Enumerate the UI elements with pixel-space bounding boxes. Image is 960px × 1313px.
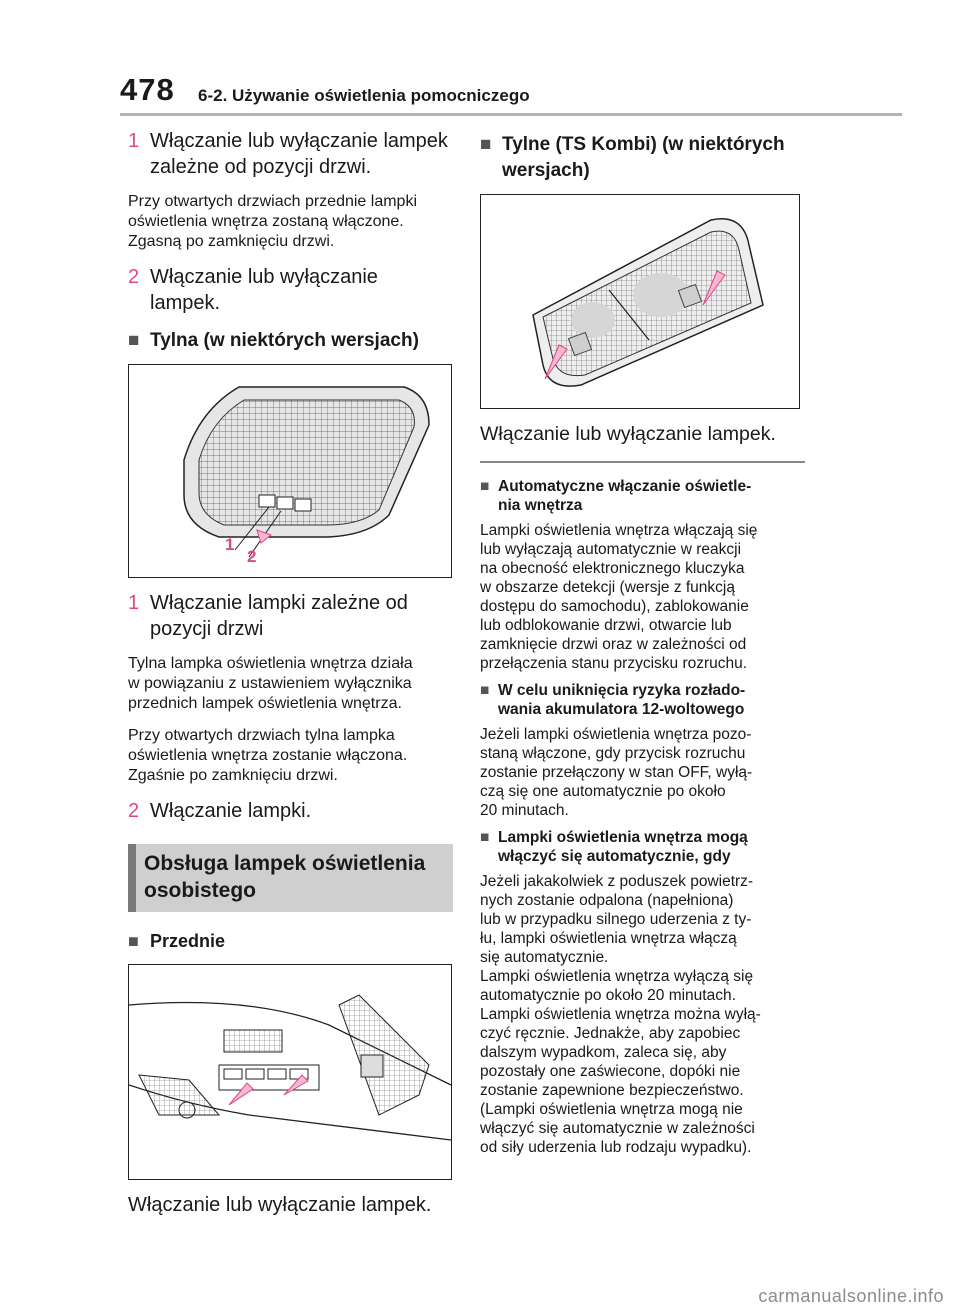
heading-rear-kombi: ■ Tylne (TS Kombi) (w niektórych wersjach) [480,132,805,184]
section-title: 6-2. Używanie oświetlenia pomocniczego [198,86,530,105]
figure-rear-lamp [128,364,452,578]
square-bullet-icon: ■ [480,477,490,495]
separator [480,461,805,463]
step-text: Włączanie lub wyłączanie lampek. [150,266,378,314]
step-number: 1 [128,592,140,614]
right-column [480,128,805,1165]
heading-front: ■ Przednie [128,928,453,954]
square-bullet-icon: ■ [480,134,492,155]
figure-rear-kombi [480,194,800,409]
step-number: 1 [128,130,140,152]
step-2-on-off [128,264,453,316]
square-bullet-icon: ■ [480,681,490,699]
front-lamps-illustration [129,965,451,1179]
left-column [128,128,453,1230]
square-bullet-icon: ■ [480,828,490,846]
header-rule [120,113,902,116]
kombi-caption: Włączanie lub wyłączanie lampek. [480,423,776,445]
figure-label-1: 1 [225,535,235,554]
front-caption: Włączanie lub wyłączanie lampek. [128,1194,432,1216]
heading-crash: ■ Lampki oświetlenia wnętrza mogą włączyć się automatycznie, gdy [480,828,748,865]
section-box-personal-lamps: Obsługa lampek oświetlenia osobistego [128,844,453,912]
paragraph-rear-doors: Przy otwartych drzwiach tylna lampka oświetlenia wnętrza zostanie włączona. Zgaśnie po zamknięciu drzwi. [128,727,408,784]
watermark-link[interactable]: carmanualsonline.info [758,1286,944,1306]
rear-kombi-illustration [481,195,799,408]
square-bullet-icon: ■ [128,931,139,951]
step-1-door-linked [128,128,453,180]
step-text-line: Włączanie lub wyłączanie lampek [150,130,448,152]
page-number: 478 [120,72,175,107]
step-text-line: zależne od pozycji drzwi. [150,156,372,178]
figure-label-2: 2 [247,547,257,566]
page-header [0,0,960,118]
step-number: 2 [128,800,140,822]
rear-lamp-illustration [129,365,451,577]
heading-rear-lamp: ■ Tylna (w niektórych wersjach) [128,328,453,354]
step-number: 2 [128,266,140,288]
paragraph-front-doors: Przy otwartych drzwiach przednie lampki oświetlenia wnętrza zostaną włączone. Zgasną po zamknięciu drzwi. [128,193,417,250]
figure-front-lamps [128,964,452,1180]
paragraph-auto: Lampki oświetlenia wnętrza włączają się lub wyłączają automatycznie w reakcji na obecność elektronicznego kluczyka w obszarze detekcji (wersje z funkcją dostępu do samochodu), zablokowanie lub odblokowanie drzwi, otwarcie lub zamknięcie drzwi oraz w zależności od przełączenia stanu przycisku rozruchu. [480,521,758,672]
heading-auto: ■ Automatyczne włączanie oświetle- nia wnętrza [480,477,752,514]
heading-battery: ■ W celu uniknięcia ryzyka rozłado- wania akumulatora 12-woltowego [480,681,746,718]
paragraph-crash: Jeżeli jakakolwiek z poduszek powietrz- nych zostanie odpalona (napełniona) lub w przypadku silnego uderzenia z ty- łu, lampki oświetlenia wnętrza włączą się automatycznie. Lampki oświetlenia wnętrza wyłączą się automatycznie po około 20 minutach. Lampki oświetlenia wnętrza można wyłą- czyć ręcznie. Jednakże, aby zapobiec dalszym wypadkom, zaleca się, aby pozostały one zaświecone, dopóki nie zostanie zapewnione bezpieczeństwo. (Lampki oświetlenia wnętrza mogą nie włączyć się automatycznie w zależności od siły uderzenia lub rodzaju wypadku). [480,872,761,1156]
paragraph-battery: Jeżeli lampki oświetlenia wnętrza pozo- staną włączone, gdy przycisk rozruchu zostanie przełączony w stan OFF, wyłą- czą się one automatycznie po około 20 minutach. [480,725,753,819]
step-2-rear-on: 2 Włączanie lampki. [128,800,312,822]
step-1-rear-door-linked: 1 Włączanie lampki zależne od pozycji drzwi [128,592,408,640]
paragraph-rear-linked: Tylna lampka oświetlenia wnętrza działa w powiązaniu z ustawieniem wyłącznika przednich lampek oświetlenia wnętrza. [128,655,413,712]
square-bullet-icon: ■ [128,330,140,351]
